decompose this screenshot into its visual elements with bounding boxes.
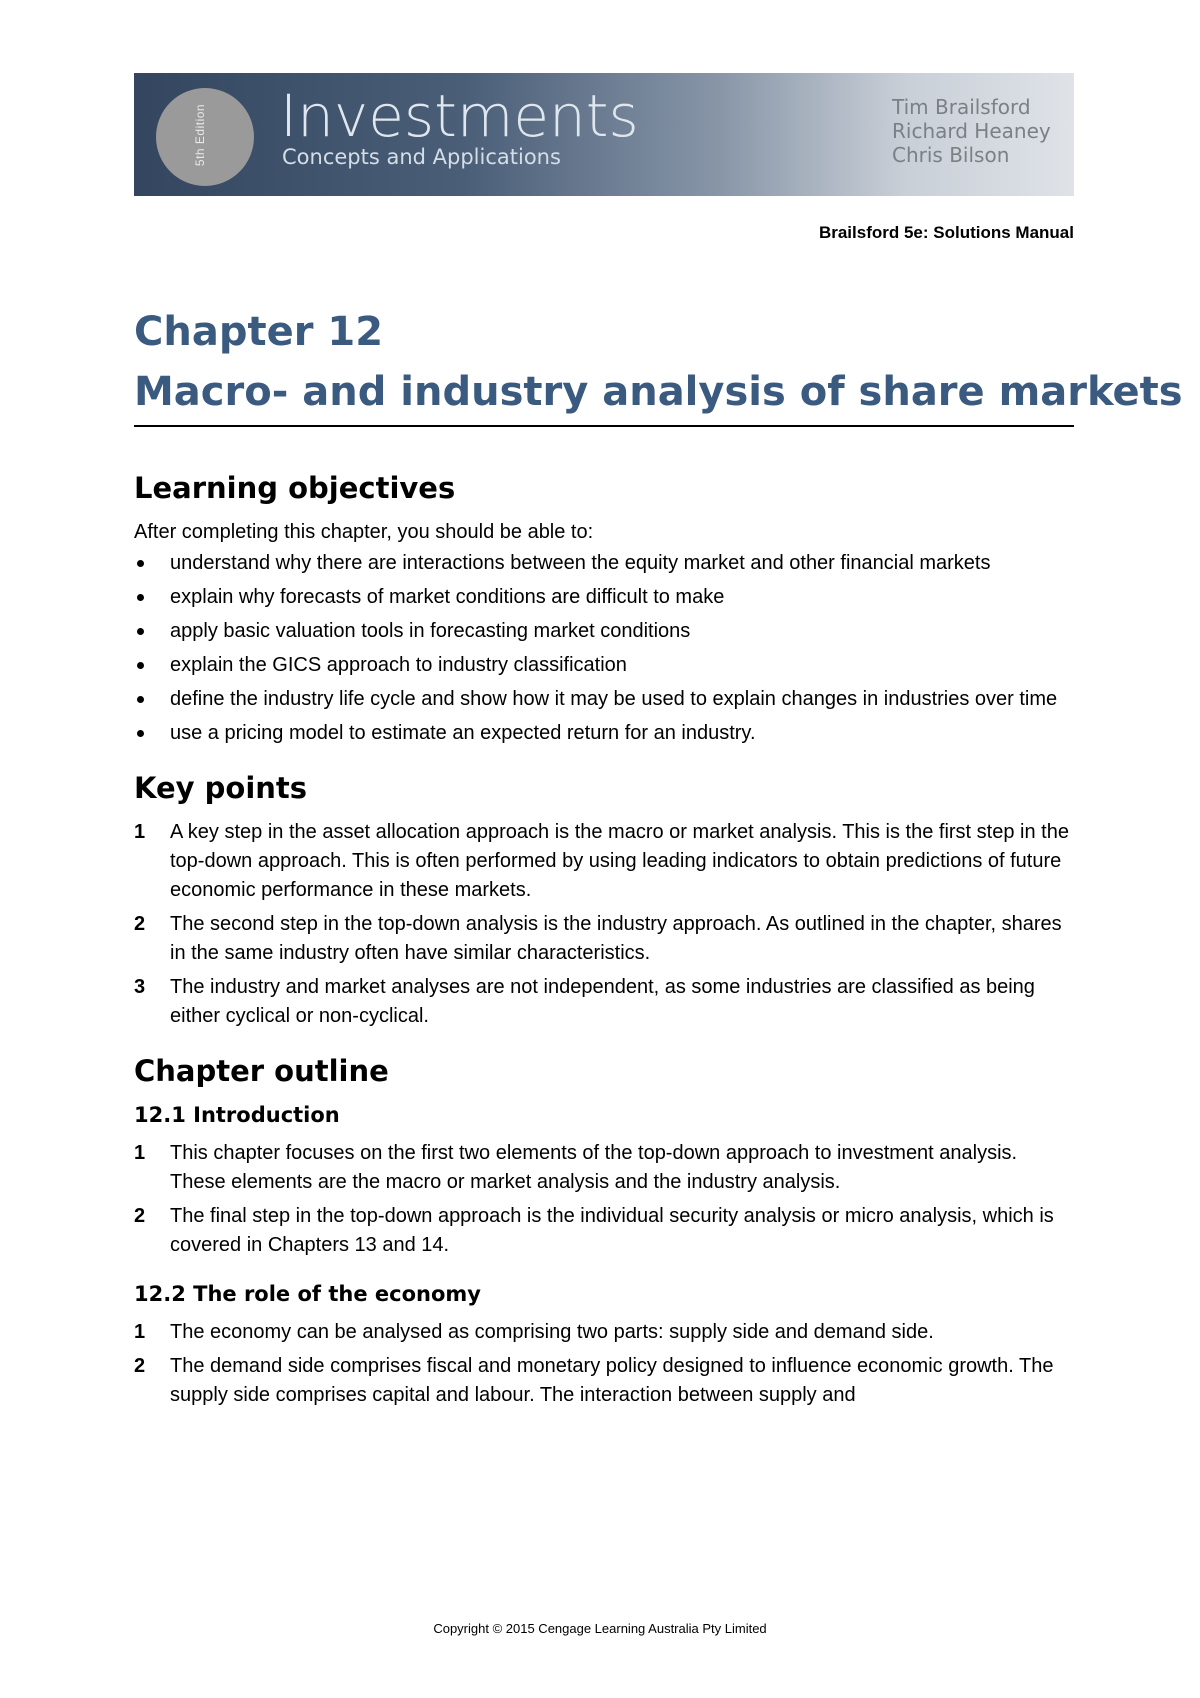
list-item [134, 910, 1074, 968]
key-points-section [134, 770, 1074, 1031]
document-body [134, 470, 1074, 1432]
item-text: A key step in the asset allocation approach is the macro or market analysis. This is the first step in the top-down approach. This is often performed by using leading indicators to obtain predictions of future economic performance in these markets. [170, 821, 1069, 901]
book-subtitle: Concepts and Applications [282, 145, 561, 169]
item-number: 3 [134, 976, 146, 998]
list-item: explain the GICS approach to industry classification [134, 651, 1074, 680]
copyright-footer: Copyright © 2015 Cengage Learning Australia Pty Limited [433, 1621, 767, 1636]
learning-objectives-section [134, 470, 1074, 748]
author-name: Tim Brailsford [892, 95, 1031, 119]
subsection-heading: 12.2 The role of the economy [134, 1282, 481, 1306]
item-text: The second step in the top-down analysis is the industry approach. As outlined in the chapter, shares in the same industry often have similar characteristics. [170, 913, 1062, 964]
list-item [134, 973, 1074, 1031]
list-item [134, 1318, 1074, 1347]
item-number: 1 [134, 1142, 146, 1164]
item-text: The final step in the top-down approach is the individual security analysis or micro analysis, which is covered in Chapters 13 and 14. [170, 1205, 1054, 1256]
manual-label: Brailsford 5e: Solutions Manual [818, 223, 1074, 242]
item-text: This chapter focuses on the first two elements of the top-down approach to investment analysis. These elements are the macro or market analysis and the industry analysis. [170, 1142, 1018, 1193]
chapter-outline-section [134, 1053, 1074, 1410]
item-number: 2 [134, 1205, 146, 1227]
chapter-heading [134, 302, 1183, 427]
chapter-title: Macro- and industry analysis of share markets [134, 369, 1183, 415]
outline-subsection [134, 1280, 1074, 1410]
edition-label: 5th Edition [193, 103, 207, 167]
book-banner [134, 73, 1074, 196]
author-name: Richard Heaney [892, 119, 1051, 143]
list-item [134, 1202, 1074, 1260]
list-item: understand why there are interactions between the equity market and other financial markets [134, 549, 1074, 578]
list-item [134, 818, 1074, 905]
item-text: The economy can be analysed as comprising two parts: supply side and demand side. [170, 1321, 934, 1343]
outline-list [134, 1139, 1074, 1260]
list-item [134, 1352, 1074, 1410]
section-heading: Key points [134, 771, 308, 805]
section-heading: Chapter outline [134, 1054, 389, 1088]
objectives-intro: After completing this chapter, you should be able to: [134, 521, 594, 543]
chapter-number: Chapter 12 [134, 309, 384, 355]
list-item [134, 1139, 1074, 1197]
item-number: 2 [134, 1355, 146, 1377]
book-title: Investments [280, 82, 639, 150]
outline-subsection [134, 1101, 1074, 1260]
author-name: Chris Bilson [892, 143, 1010, 167]
item-number: 1 [134, 1321, 146, 1343]
item-number: 1 [134, 821, 146, 843]
list-item: explain why forecasts of market conditions are difficult to make [134, 583, 1074, 612]
list-item: define the industry life cycle and show how it may be used to explain changes in industries over time [134, 685, 1074, 714]
key-points-list [134, 818, 1074, 1031]
author-list [892, 95, 1051, 167]
subsection-heading: 12.1 Introduction [134, 1103, 340, 1127]
edition-badge [156, 88, 254, 186]
outline-list [134, 1318, 1074, 1410]
list-item: use a pricing model to estimate an expected return for an industry. [134, 719, 1074, 748]
item-text: The industry and market analyses are not independent, as some industries are classified as being either cyclical or non-cyclical. [170, 976, 1035, 1027]
item-text: The demand side comprises fiscal and monetary policy designed to influence economic growth. The supply side comprises capital and labour. The interaction between supply and [170, 1355, 1054, 1406]
list-item: apply basic valuation tools in forecasting market conditions [134, 617, 1074, 646]
objectives-list [134, 549, 1074, 748]
item-number: 2 [134, 913, 146, 935]
section-heading: Learning objectives [134, 471, 456, 505]
